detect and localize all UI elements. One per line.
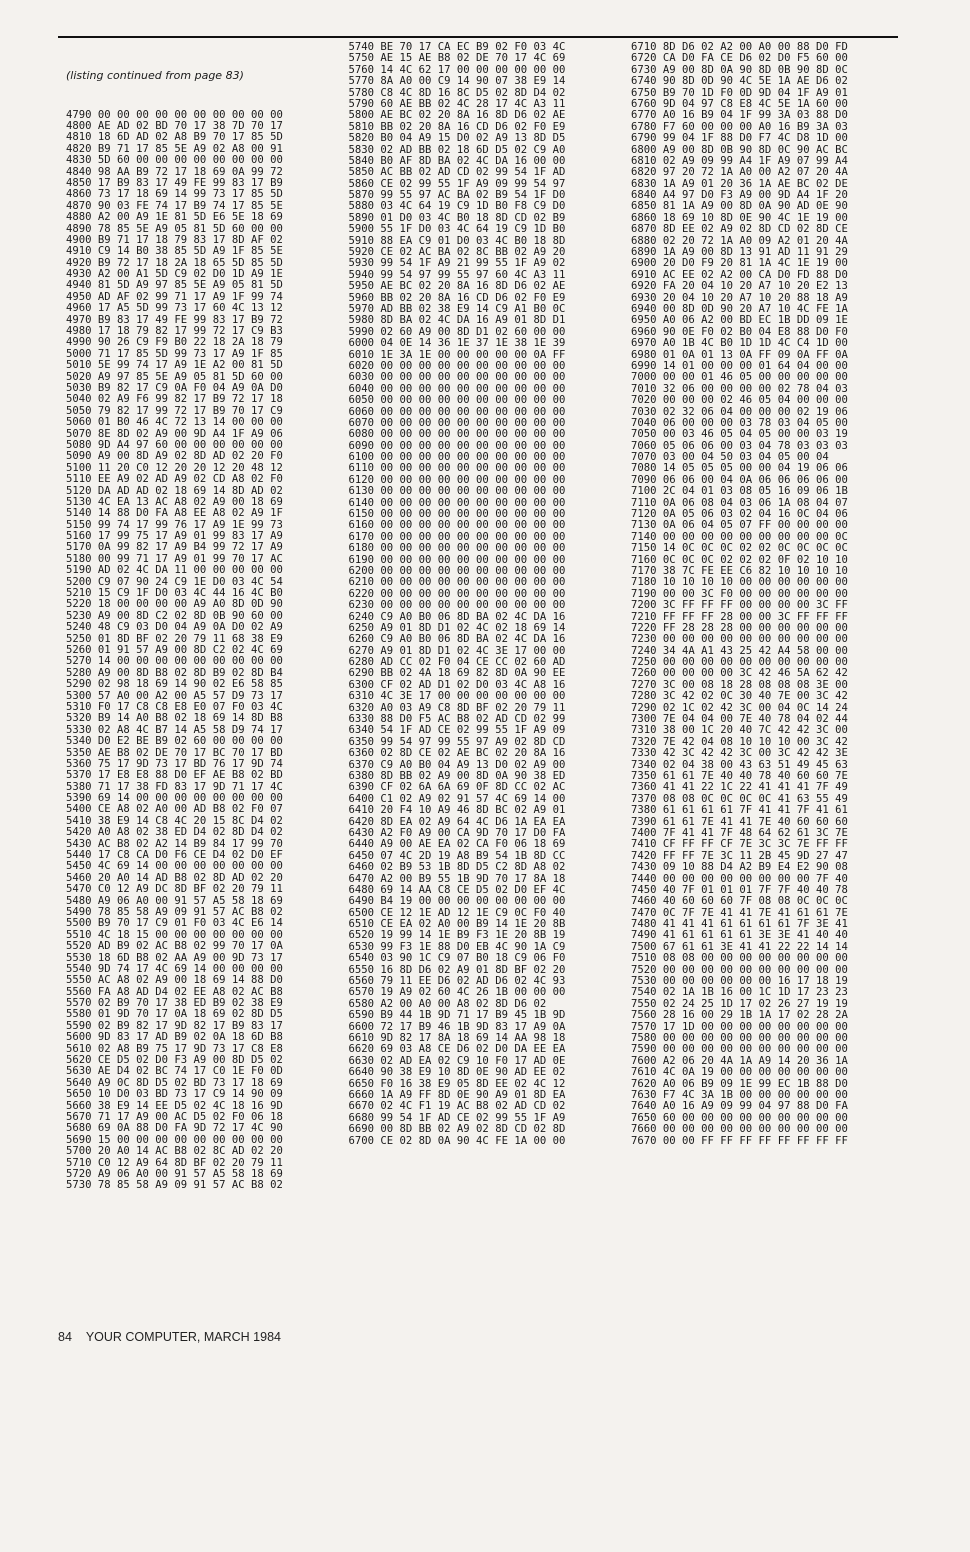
listing-line: 5660 38 E9 14 EE D5 02 4C 18 16 9D [66, 1099, 283, 1112]
listing-line: 6670 02 4C F1 19 AC B8 02 AD CD 02 [348, 1100, 566, 1113]
listing-line: 6620 69 03 A8 CE D6 02 D0 DA EE EA [348, 1043, 566, 1056]
listing-line: 5760 14 4C 62 17 00 00 00 00 00 00 [348, 63, 566, 76]
listing-line: 7000 00 00 01 46 05 00 00 00 00 00 [631, 371, 848, 384]
listing-line: 6140 00 00 00 00 00 00 00 00 00 00 [348, 496, 566, 509]
listing-line: 5670 71 17 A9 00 AC D5 02 F0 06 18 [66, 1111, 283, 1123]
listing-line: 6060 00 00 00 00 00 00 00 00 00 00 [348, 405, 566, 418]
listing-line: 5290 02 98 18 69 14 90 02 E6 58 85 [66, 678, 283, 691]
listing-line: 6810 02 A9 09 99 A4 1F A9 07 99 A4 [631, 154, 848, 167]
listing-line: 6790 99 04 1F 88 D0 F7 4C D8 1D 00 [631, 132, 848, 145]
listing-line: 5540 9D 74 17 4C 69 14 00 00 00 00 [66, 962, 283, 975]
listing-line: 5400 CE A8 02 A0 00 AD B8 02 F0 07 [66, 803, 283, 816]
listing-line: 7360 41 41 22 1C 22 41 41 41 7F 49 [631, 781, 848, 794]
listing-line: 6450 07 4C 2D 19 A8 B9 54 1B 8D CC [348, 849, 566, 862]
publication-name: YOUR COMPUTER, MARCH 1984 [85, 1330, 281, 1344]
listing-line: 7540 02 1A 1B 16 00 1C 1D 17 23 23 [631, 986, 848, 999]
listing-line: 7150 14 0C 0C 0C 02 02 0C 0C 0C 0C [631, 542, 848, 555]
listing-line: 5710 C0 12 A9 64 8D BF 02 20 79 11 [66, 1156, 283, 1169]
listing-line: 6070 00 00 00 00 00 00 00 00 00 00 [348, 416, 566, 429]
listing-line: 6280 AD CC 02 F0 04 CE CC 02 60 AD [348, 656, 566, 669]
listing-line: 6610 9D 82 17 8A 18 69 14 AA 98 18 [348, 1031, 566, 1044]
listing-line: 5590 02 B9 82 17 9D 82 17 B9 83 17 [66, 1019, 283, 1032]
listing-line: 6850 81 1A A9 00 8D 0A 90 AD 0E 90 [631, 200, 848, 213]
listing-line: 6200 00 00 00 00 00 00 00 00 00 00 [348, 564, 566, 577]
listing-line: 5900 55 1F D0 03 4C 64 19 C9 1D B0 [348, 223, 566, 236]
listing-line: 5990 02 60 A9 00 8D D1 02 60 00 00 [348, 325, 566, 338]
listing-line: 5260 01 91 57 A9 00 8D C2 02 4C 69 [66, 643, 283, 656]
listing-line: 7250 00 00 00 00 00 00 00 00 00 00 [631, 656, 848, 669]
listing-line: 5790 60 AE BB 02 4C 28 17 4C A3 11 [348, 97, 566, 110]
listing-line: 5070 8E 8D 02 A9 00 9D A4 1F A9 06 [66, 427, 283, 440]
listing-line: 5060 01 B0 46 4C 72 13 14 00 00 00 [66, 416, 283, 429]
listing-line: 7070 03 00 04 50 03 04 05 00 04 [631, 451, 829, 464]
listing-line: 5980 8D BA 02 4C DA 16 A9 01 8D D1 [348, 314, 566, 327]
listing-line: 5010 5E 99 74 17 A9 1E A2 00 81 5D [66, 359, 283, 372]
listing-line: 7590 00 00 00 00 00 00 00 00 00 00 [631, 1043, 848, 1056]
listing-line: 5750 AE 15 AE B8 02 DE 70 17 4C 69 [348, 52, 566, 65]
listing-line: 6750 B9 70 1D F0 0D 9D 04 1F A9 01 [631, 86, 848, 99]
listing-line: 6700 CE 02 8D 0A 90 4C FE 1A 00 00 [348, 1134, 566, 1147]
listing-line: 7170 38 7C FE EE C6 82 10 10 10 10 [631, 564, 848, 577]
listing-line: 5920 CE 02 AC BA 02 8C BB 02 A9 20 [348, 246, 566, 259]
listing-line: 6480 69 14 AA C8 CE D5 02 D0 EF 4C [348, 883, 566, 896]
listing-line: 7320 7E 42 04 08 10 10 10 00 3C 42 [631, 735, 848, 748]
listing-line: 4820 B9 71 17 85 5E A9 02 A8 00 91 [66, 142, 283, 155]
listing-line: 5250 01 8D BF 02 20 79 11 68 38 E9 [66, 632, 283, 645]
listing-line: 4880 A2 00 A9 1E 81 5D E6 5E 18 69 [66, 211, 283, 224]
listing-line: 7190 00 00 3C F0 00 00 00 00 00 00 [631, 587, 848, 600]
listing-line: 6950 A0 06 A2 00 BD EC 1B DD 09 1E [631, 314, 848, 327]
listing-line: 5520 AD B9 02 AC B8 02 99 70 17 0A [66, 940, 283, 953]
listing-line: 7640 A0 16 A9 09 99 04 97 88 D0 FA [631, 1100, 848, 1113]
listing-line: 6500 CE 12 1E AD 12 1E C9 0C F0 40 [348, 906, 566, 919]
listing-line: 5630 AE D4 02 BC 74 17 C0 1E F0 0D [66, 1065, 283, 1078]
listing-line: 5280 A9 00 8D B8 02 8D B9 02 8D B4 [66, 666, 283, 679]
listing-line: 6580 A2 00 A0 00 A8 02 8D D6 02 [348, 997, 547, 1010]
listing-line: 6170 00 00 00 00 00 00 00 00 00 00 [348, 530, 566, 543]
listing-column-2 [349, 42, 619, 1552]
listing-line: 6130 00 00 00 00 00 00 00 00 00 00 [348, 485, 566, 498]
listing-line: 6730 A9 00 8D 0A 90 8D 0B 90 8D 0C [631, 63, 848, 76]
listing-line: 6940 00 8D 0D 90 20 A7 10 4C FE 1A [631, 302, 848, 315]
listing-line: 4950 AD AF 02 99 71 17 A9 1F 99 74 [66, 290, 283, 303]
listing-line: 6300 CF 02 AD D1 02 D0 03 4C A8 16 [348, 678, 566, 691]
listing-line: 6860 18 69 10 8D 0E 90 4C 1E 19 00 [631, 211, 848, 224]
listing-line: 7440 00 00 00 00 00 00 00 00 7F 40 [631, 872, 848, 885]
listing-line: 5030 B9 82 17 C9 0A F0 04 A9 0A D0 [66, 382, 283, 394]
listing-line: 5800 AE BC 02 20 8A 16 8D D6 02 AE [348, 109, 566, 122]
listing-line: 7560 28 16 00 29 1B 1A 17 02 28 2A [631, 1009, 848, 1022]
listing-line: 6720 CA D0 FA CE D6 02 D0 F5 60 00 [631, 52, 848, 65]
listing-line: 7570 17 1D 00 00 00 00 00 00 00 00 [631, 1020, 848, 1033]
listing-line: 6270 A9 01 8D D1 02 4C 3E 17 00 00 [348, 644, 566, 657]
listing-line: 7200 3C FF FF FF 00 00 00 00 3C FF [631, 599, 848, 612]
listing-line: 6960 90 0E F0 02 B0 04 E8 88 D0 F0 [631, 325, 848, 338]
listing-line: 6820 97 20 72 1A A0 00 A2 07 20 4A [631, 166, 848, 179]
listing-line: 4900 B9 71 17 18 79 83 17 8D AF 02 [66, 233, 283, 246]
listing-line: 5420 A0 A8 02 38 ED D4 02 8D D4 02 [66, 826, 283, 839]
listing-line: 6080 00 00 00 00 00 00 00 00 00 00 [348, 428, 566, 441]
listing-line: 6160 00 00 00 00 00 00 00 00 00 00 [348, 519, 566, 532]
listing-line: 7510 08 08 00 00 00 00 00 00 00 00 [631, 952, 848, 965]
listing-line: 5120 DA AD AD 02 18 69 14 8D AD 02 [66, 484, 283, 497]
listing-line: 6520 19 99 14 1E B9 F3 1E 20 8B 19 [348, 929, 566, 942]
listing-line: 7030 02 32 06 04 00 00 00 02 19 06 [631, 405, 848, 418]
listing-line: 4930 A2 00 A1 5D C9 02 D0 1D A9 1E [66, 268, 283, 281]
listing-line: 5050 79 82 17 99 72 17 B9 70 17 C9 [66, 404, 283, 417]
listing-line: 4790 00 00 00 00 00 00 00 00 00 00 [66, 108, 283, 121]
listing-line: 5270 14 00 00 00 00 00 00 00 00 00 [66, 655, 283, 668]
listing-line: 7270 3C 00 08 18 28 08 08 08 3E 00 [631, 678, 848, 691]
listing-line: 5040 02 A9 F6 99 82 17 B9 72 17 18 [66, 393, 283, 406]
listing-line: 5190 AD 02 4C DA 11 00 00 00 00 00 [66, 564, 283, 577]
listing-line: 7530 00 00 00 00 00 00 16 17 18 19 [631, 975, 848, 988]
listing-line: 6190 00 00 00 00 00 00 00 00 00 00 [348, 553, 566, 566]
listing-line: 4990 90 26 C9 F9 B0 22 18 2A 18 79 [66, 336, 283, 349]
listing-line: 7500 67 61 61 3E 41 41 22 22 14 14 [631, 940, 848, 953]
listing-line: 7290 02 1C 02 42 3C 00 04 0C 14 24 [631, 701, 848, 714]
listing-line: 6910 AC EE 02 A2 00 CA D0 FD 88 D0 [631, 268, 848, 281]
listing-line: 5470 C0 12 A9 DC 8D BF 02 20 79 11 [66, 883, 283, 896]
listing-line: 7620 A0 06 B9 09 1E 99 EC 1B 88 D0 [631, 1077, 848, 1090]
listing-line: 6290 BB 02 4A 18 69 82 8D 0A 90 EE [348, 667, 566, 680]
listing-line: 6570 19 A9 02 60 4C 26 1B 00 00 00 [348, 986, 566, 999]
listing-line: 5690 15 00 00 00 00 00 00 00 00 00 [66, 1133, 283, 1146]
listing-column-3 [631, 42, 901, 1552]
listing-line: 6040 00 00 00 00 00 00 00 00 00 00 [348, 382, 566, 395]
listing-line: 5940 99 54 97 99 55 97 60 4C A3 11 [348, 268, 566, 281]
listing-line: 5680 69 0A 88 D0 FA 9D 72 17 4C 90 [66, 1122, 283, 1135]
listing-line: 5450 4C 69 14 00 00 00 00 00 00 00 [66, 860, 283, 873]
listing-line: 5350 AE B8 02 DE 70 17 BC 70 17 BD [66, 746, 283, 759]
listing-line: 7480 41 41 41 61 61 61 61 7F 3E 41 [631, 918, 848, 931]
listing-line: 5510 4C 18 15 00 00 00 00 00 00 00 [66, 928, 283, 941]
listing-line: 6310 4C 3E 17 00 00 00 00 00 00 00 [348, 690, 566, 703]
listing-line: 6930 20 04 10 20 A7 10 20 88 18 A9 [631, 291, 848, 304]
listing-line: 5130 4C EA 13 AC A8 02 A9 00 18 69 [66, 495, 283, 508]
listing-line: 6880 02 20 72 1A A0 09 A2 01 20 4A [631, 234, 848, 247]
listing-line: 5240 48 C9 03 D0 04 A9 0A D0 02 A9 [66, 621, 283, 634]
listing-line: 4890 78 85 5E A9 05 81 5D 60 00 00 [66, 222, 283, 235]
listing-line: 5890 01 D0 03 4C B0 18 8D CD 02 B9 [348, 211, 566, 224]
listing-line: 5550 AC A8 02 A9 00 18 69 14 88 D0 [66, 974, 283, 987]
listing-line: 6560 79 11 EE D6 02 AD D6 02 4C 93 [348, 975, 566, 988]
listing-line: 5180 00 99 71 17 A9 01 99 70 17 AC [66, 552, 283, 565]
listing-line: 7470 0C 7F 7E 41 41 7E 41 61 61 7E [631, 906, 848, 919]
listing-line: 5430 AC B8 02 A2 14 B9 84 17 99 70 [66, 837, 283, 850]
listing-line: 6390 CF 02 6A 6A 69 0F 8D CC 02 AC [348, 781, 566, 794]
listing-line: 4910 C9 14 B0 38 85 5D A9 1F 85 5E [66, 245, 283, 258]
listing-line: 7550 02 24 25 1D 17 02 26 27 19 19 [631, 997, 848, 1010]
listing-line: 5330 02 A8 4C B7 14 A5 58 D9 74 17 [66, 723, 283, 736]
listing-line: 7430 09 10 88 D4 A2 B9 E4 E2 90 08 [631, 861, 848, 874]
listing-line: 6640 90 38 E9 10 8D 0E 90 AD EE 02 [348, 1066, 566, 1079]
listing-line: 5480 A9 06 A0 00 91 57 A5 58 18 69 [66, 894, 283, 907]
listing-line: 7180 10 10 10 10 00 00 00 00 00 00 [631, 576, 848, 589]
listing-line: 5160 17 99 75 17 A9 01 99 83 17 A9 [66, 530, 283, 543]
listing-line: 5830 02 AD BB 02 18 6D D5 02 C9 A0 [348, 143, 566, 156]
listing-line: 7050 00 03 46 05 04 05 00 00 03 19 [631, 428, 848, 441]
listing-line: 7330 42 3C 42 42 3C 00 3C 42 42 3E [631, 747, 848, 760]
listing-line: 4830 5D 60 00 00 00 00 00 00 00 00 [66, 154, 283, 167]
listing-line: 6800 A9 00 8D 0B 90 8D 0C 90 AC BC [631, 143, 848, 156]
listing-line: 4840 98 AA B9 72 17 18 69 0A 99 72 [66, 165, 283, 178]
listing-line: 5000 71 17 85 5D 99 73 17 A9 1F 85 [66, 347, 283, 360]
listing-line: 7390 61 61 7E 41 41 7E 40 60 60 60 [631, 815, 848, 828]
listing-line: 4920 B9 72 17 18 2A 18 65 5D 85 5D [66, 256, 283, 269]
listing-line: 6250 A9 01 8D D1 02 4C 02 18 69 14 [348, 621, 566, 634]
listing-line: 6110 00 00 00 00 00 00 00 00 00 00 [348, 462, 566, 475]
listing-line: 5220 18 00 00 00 00 A9 A0 8D 0D 90 [66, 598, 283, 611]
listing-line: 5620 CE D5 02 D0 F3 A9 00 8D D5 02 [66, 1054, 283, 1067]
listing-line: 5560 FA A8 AD D4 02 EE A8 02 AC B8 [66, 985, 283, 998]
listing-line: 6090 00 00 00 00 00 00 00 00 00 00 [348, 439, 566, 452]
listing-line: 5320 B9 14 A0 B8 02 18 69 14 8D B8 [66, 712, 283, 725]
listing-line: 6220 00 00 00 00 00 00 00 00 00 00 [348, 587, 566, 600]
listing-line: 5650 10 D0 03 BD 73 17 C9 14 90 09 [66, 1088, 283, 1101]
page-footer [58, 1330, 281, 1344]
listing-line: 4870 90 03 FE 74 17 B9 74 17 85 5E [66, 199, 283, 212]
listing-line: 5640 A9 0C 8D D5 02 BD 73 17 18 69 [66, 1076, 283, 1089]
listing-line: 4810 18 6D AD 02 A8 B9 70 17 85 5D [66, 131, 283, 144]
listing-line: 6030 00 00 00 00 00 00 00 00 00 00 [348, 371, 566, 384]
listing-line: 7340 02 04 38 00 43 63 51 49 45 63 [631, 758, 848, 771]
listing-line: 5820 B0 04 A9 15 D0 02 A9 13 8D D5 [348, 132, 566, 145]
listing-line: 5020 A9 97 85 5E A9 05 81 5D 60 00 [66, 370, 283, 383]
page-number: 84 [58, 1330, 72, 1344]
listing-line: 5530 18 6D B8 02 AA A9 00 9D 73 17 [66, 951, 283, 964]
listing-line: 4860 73 17 18 69 14 99 73 17 85 5D [66, 188, 283, 201]
listing-line: 5440 17 C8 CA D0 F6 CE D4 02 D0 EF [66, 849, 283, 862]
listing-line: 7310 38 00 1C 20 40 7C 42 42 3C 00 [631, 724, 848, 737]
listing-line: 6770 A0 16 B9 04 1F 99 3A 03 88 D0 [631, 109, 848, 122]
top-rule [58, 36, 898, 38]
listing-line: 6540 03 90 1C C9 07 B0 18 C9 06 F0 [348, 952, 566, 965]
listing-line: 7490 41 61 61 61 61 3E 3E 41 40 40 [631, 929, 848, 942]
listing-line: 7280 3C 42 02 0C 30 40 7E 00 3C 42 [631, 690, 848, 703]
listing-line: 7110 0A 06 08 04 03 06 1A 08 04 07 [631, 496, 848, 509]
listing-line: 6010 1E 3A 1E 00 00 00 00 00 0A FF [348, 348, 566, 361]
listing-line: 7210 FF FF FF 28 00 00 3C FF FF FF [631, 610, 848, 623]
listing-line: 5600 9D 83 17 AD B9 02 0A 18 6D B8 [66, 1031, 283, 1044]
listing-line: 5150 99 74 17 99 76 17 A9 1E 99 73 [66, 518, 283, 531]
listing-line: 5410 38 E9 14 C8 4C 20 15 8C D4 02 [66, 814, 283, 827]
listing-column-1 [66, 42, 336, 1552]
listing-line: 5500 B9 70 17 C9 01 F0 03 4C E6 14 [66, 917, 283, 930]
listing-line: 6150 00 00 00 00 00 00 00 00 00 00 [348, 508, 566, 521]
listing-line: 5960 BB 02 20 8A 16 CD D6 02 F0 E9 [348, 291, 566, 304]
listing-line: 6340 54 1F AD CE 02 99 55 1F A9 09 [348, 724, 566, 737]
listing-line: 7120 0A 05 06 03 02 04 16 0C 04 06 [631, 508, 848, 521]
listing-line: 5850 AC BB 02 AD CD 02 99 54 1F AD [348, 166, 566, 179]
listing-line: 7520 00 00 00 00 00 00 00 00 00 00 [631, 963, 848, 976]
listing-line: 5950 AE BC 02 20 8A 16 8D D6 02 AE [348, 280, 566, 293]
listing-line: 7650 60 00 00 00 00 00 00 00 00 00 [631, 1111, 848, 1124]
listing-line: 5860 CE 02 99 55 1F A9 09 99 54 97 [348, 177, 566, 190]
listing-line: 7040 06 00 00 00 03 78 03 04 05 00 [631, 416, 848, 429]
continuation-note: (listing continued from page 83) [66, 68, 244, 82]
listing-line: 7020 00 00 00 02 46 05 04 00 00 00 [631, 394, 848, 407]
listing-line: 6660 1A A9 FF 8D 0E 90 A9 01 8D EA [348, 1088, 566, 1101]
listing-line: 6890 1A A9 00 8D 13 91 AD 11 91 29 [631, 246, 848, 259]
listing-line: 5200 C9 07 90 24 C9 1E D0 03 4C 54 [66, 575, 283, 588]
hex-listing [66, 42, 901, 1552]
listing-line: 6400 C1 02 A9 02 91 57 4C 69 14 00 [348, 792, 566, 805]
listing-line: 6470 A2 00 B9 55 1B 9D 70 17 8A 18 [348, 872, 566, 885]
listing-line: 6550 16 8D D6 02 A9 01 8D BF 02 20 [348, 963, 566, 976]
listing-line: 5930 99 54 1F A9 21 99 55 1F A9 02 [348, 257, 566, 270]
listing-line: 6380 8D BB 02 A9 00 8D 0A 90 38 ED [348, 770, 566, 782]
listing-line: 6780 F7 60 00 00 00 A0 16 B9 3A 03 [631, 120, 848, 133]
listing-line: 6740 90 8D 0D 90 4C 5E 1A AE D6 02 [631, 75, 848, 88]
listing-line: 7080 14 05 05 05 00 00 04 19 06 06 [631, 462, 848, 475]
listing-line: 7090 06 06 00 04 0A 06 06 06 06 00 [631, 473, 848, 486]
listing-line: 7140 00 00 00 00 00 00 00 00 00 0C [631, 530, 848, 543]
listing-line: 5570 02 B9 70 17 38 ED B9 02 38 E9 [66, 997, 283, 1010]
listing-line: 7230 00 00 00 00 00 00 00 00 00 00 [631, 633, 848, 646]
listing-line: 5310 F0 17 C8 C8 E8 E0 07 F0 03 4C [66, 700, 283, 713]
listing-line: 5740 BE 70 17 CA EC B9 02 F0 03 4C [348, 42, 566, 53]
listing-line: 6630 02 AD EA 02 C9 10 F0 17 AD 0E [348, 1054, 566, 1067]
listing-line: 6760 9D 04 97 C8 E8 4C 5E 1A 60 00 [631, 97, 848, 110]
listing-line: 5720 A9 06 A0 00 91 57 A5 58 18 69 [66, 1167, 283, 1180]
listing-line: 6970 A0 1B 4C B0 1D 1D 4C C4 1D 00 [631, 337, 848, 350]
listing-line: 7260 00 00 00 00 3C 42 46 5A 62 42 [631, 667, 848, 680]
listing-line: 5080 9D A4 97 60 00 00 00 00 00 00 [66, 438, 283, 451]
listing-line: 6840 A4 97 D0 F3 A9 00 9D A4 1F 20 [631, 189, 848, 202]
listing-line: 6350 99 54 97 99 55 97 A9 02 8D CD [348, 735, 566, 748]
listing-line: 5490 78 85 58 A9 09 91 57 AC B8 02 [66, 905, 283, 918]
listing-line: 5780 C8 4C 8D 16 8C D5 02 8D D4 02 [348, 86, 566, 99]
listing-line: 7670 00 00 FF FF FF FF FF FF FF FF [631, 1134, 848, 1147]
listing-line: 4940 81 5D A9 97 85 5E A9 05 81 5D [66, 279, 283, 292]
listing-line: 6600 72 17 B9 46 1B 9D 83 17 A9 0A [348, 1020, 566, 1033]
listing-line: 6460 02 B9 53 1B 8D D5 C2 8D A8 02 [348, 861, 566, 874]
listing-line: 6320 A0 03 A9 C8 8D BF 02 20 79 11 [348, 701, 566, 714]
listing-line: 6440 A9 00 AE EA 02 CA F0 06 18 69 [348, 838, 566, 851]
listing-line: 6330 88 D0 F5 AC B8 02 AD CD 02 99 [348, 713, 566, 726]
listing-line: 7610 4C 0A 19 00 00 00 00 00 00 00 [631, 1066, 848, 1079]
listing-line: 6410 20 F4 10 A9 46 8D BC 02 A9 01 [348, 804, 566, 817]
listing-line: 7460 40 60 60 60 7F 08 08 0C 0C 0C [631, 895, 848, 908]
listing-line: 6000 04 0E 14 36 1E 37 1E 38 1E 39 [348, 337, 566, 350]
listing-line: 6100 00 00 00 00 00 00 00 00 00 00 [348, 451, 566, 464]
listing-line: 5810 BB 02 20 8A 16 CD D6 02 F0 E9 [348, 120, 566, 133]
listing-line: 5300 57 A0 00 A2 00 A5 57 D9 73 17 [66, 689, 283, 702]
listing-line: 4980 17 18 79 82 17 99 72 17 C9 B3 [66, 325, 283, 338]
listing-line: 7660 00 00 00 00 00 00 00 00 00 00 [631, 1123, 848, 1136]
listing-line: 5880 03 4C 64 19 C9 1D B0 F8 C9 D0 [348, 200, 566, 213]
listing-line: 6420 8D EA 02 A9 64 4C D6 1A EA EA [348, 815, 566, 828]
listing-line: 6510 CE EA 02 A0 00 B9 14 1E 20 8B [348, 918, 566, 931]
listing-line: 7060 05 06 06 00 03 04 78 03 03 03 [631, 439, 848, 452]
listing-line: 5390 69 14 00 00 00 00 00 00 00 00 [66, 792, 283, 805]
listing-line: 5970 AD BB 02 38 E9 14 C9 A1 B0 0C [348, 302, 566, 315]
listing-line: 6360 02 8D CE 02 AE BC 02 20 8A 16 [348, 747, 566, 760]
listing-line: 4850 17 B9 83 17 49 FE 99 83 17 B9 [66, 176, 283, 189]
listing-line: 6430 A2 F0 A9 00 CA 9D 70 17 D0 FA [348, 826, 566, 839]
listing-line: 7370 08 08 0C 0C 0C 0C 41 63 55 49 [631, 792, 848, 805]
listing-line: 7100 2C 04 01 03 08 05 16 09 06 1B [631, 485, 848, 498]
listing-line: 7130 0A 06 04 05 07 FF 00 00 00 00 [631, 519, 848, 532]
listing-line: 7220 FF 28 28 28 00 00 00 00 00 00 [631, 621, 848, 634]
listing-line: 7450 40 7F 01 01 01 7F 7F 40 40 78 [631, 883, 848, 896]
listing-line: 6240 C9 A0 B0 06 8D BA 02 4C DA 16 [348, 610, 566, 623]
listing-line: 7300 7E 04 04 00 7E 40 78 04 02 44 [631, 713, 848, 726]
listing-line: 7240 34 4A A1 43 25 42 A4 58 00 00 [631, 644, 848, 657]
listing-line: 6260 C9 A0 B0 06 8D BA 02 4C DA 16 [348, 633, 566, 646]
listing-line: 6690 00 8D BB 02 A9 02 8D CD 02 8D [348, 1123, 566, 1136]
listing-line: 7380 61 61 61 61 7F 41 41 7F 41 61 [631, 804, 848, 817]
listing-line: 7420 FF FF 7E 3C 11 2B 45 9D 27 47 [631, 849, 848, 862]
listing-line: 5870 99 55 97 AC BA 02 B9 54 1F D0 [348, 189, 566, 202]
listing-line: 6920 FA 20 04 10 20 A7 10 20 E2 13 [631, 280, 848, 293]
listing-line: 7400 7F 41 41 7F 48 64 62 61 3C 7E [631, 826, 848, 839]
listing-line: 5360 75 17 9D 73 17 BD 76 17 9D 74 [66, 757, 283, 770]
listing-line: 5230 A9 00 8D C2 02 8D 0B 90 60 00 [66, 609, 283, 622]
listing-line: 5580 01 9D 70 17 0A 18 69 02 8D D5 [66, 1008, 283, 1021]
listing-line: 7160 0C 0C 0C 02 02 02 0F 02 10 10 [631, 553, 848, 566]
listing-line: 5100 11 20 C0 12 20 20 12 20 48 12 [66, 461, 283, 474]
listing-line: 5170 0A 99 82 17 A9 B4 99 72 17 A9 [66, 541, 283, 554]
listing-line: 5460 20 A0 14 AD B8 02 8D AD 02 20 [66, 871, 283, 884]
listing-line: 6210 00 00 00 00 00 00 00 00 00 00 [348, 576, 566, 589]
listing-line: 4800 AE AD 02 BD 70 17 38 7D 70 17 [66, 120, 283, 133]
listing-line: 5090 A9 00 8D A9 02 8D AD 02 20 F0 [66, 450, 283, 463]
listing-line: 6180 00 00 00 00 00 00 00 00 00 00 [348, 542, 566, 555]
listing-line: 6680 99 54 1F AD CE 02 99 55 1F A9 [348, 1111, 566, 1124]
listing-line: 5910 88 EA C9 01 D0 03 4C B0 18 8D [348, 234, 566, 247]
listing-line: 7010 32 06 00 00 00 00 02 78 04 03 [631, 382, 848, 395]
listing-line: 6990 14 01 00 00 00 01 64 04 00 00 [631, 359, 848, 372]
listing-line: 7630 F7 4C 3A 1B 00 00 00 00 00 00 [631, 1088, 848, 1101]
listing-line: 6900 20 D0 F9 20 81 1A 4C 1E 19 00 [631, 257, 848, 270]
listing-line: 4960 17 A5 5D 99 73 17 60 4C 13 12 [66, 302, 283, 315]
listing-line: 5730 78 85 58 A9 09 91 57 AC B8 02 [66, 1179, 283, 1192]
listing-line: 6020 00 00 00 00 00 00 00 00 00 00 [348, 359, 566, 372]
listing-line: 5770 8A A0 00 C9 14 90 07 38 E9 14 [348, 75, 566, 88]
listing-line: 7600 A2 06 20 4A 1A A9 14 20 36 1A [631, 1054, 848, 1067]
listing-line: 5610 02 A8 B9 75 17 9D 73 17 C8 E8 [66, 1042, 283, 1055]
listing-line: 5210 15 C9 1F D0 03 4C 44 16 4C B0 [66, 587, 283, 600]
listing-line: 5380 71 17 38 FD 83 17 9D 71 17 4C [66, 780, 283, 793]
listing-line: 6980 01 0A 01 13 0A FF 09 0A FF 0A [631, 348, 848, 361]
listing-line: 6490 B4 19 00 00 00 00 00 00 00 00 [348, 895, 566, 908]
listing-line: 4970 B9 83 17 49 FE 99 83 17 B9 72 [66, 313, 283, 326]
listing-line: 5700 20 A0 14 AC B8 02 8C AD 02 20 [66, 1145, 283, 1158]
listing-line: 5370 17 E8 E8 88 D0 EF AE B8 02 BD [66, 769, 283, 782]
listing-line: 6710 8D D6 02 A2 00 A0 00 88 D0 FD [631, 42, 848, 53]
listing-line: 6650 F0 16 38 E9 05 8D EE 02 4C 12 [348, 1077, 566, 1090]
listing-line: 6120 00 00 00 00 00 00 00 00 00 00 [348, 473, 566, 486]
listing-line: 5140 14 88 D0 FA A8 EE A8 02 A9 1F [66, 507, 283, 520]
listing-line: 6370 C9 A0 B0 04 A9 13 D0 02 A9 00 [348, 758, 566, 771]
listing-line: 6830 1A A9 01 20 36 1A AE BC 02 DE [631, 177, 848, 190]
listing-line: 6230 00 00 00 00 00 00 00 00 00 00 [348, 599, 566, 612]
listing-line: 7580 00 00 00 00 00 00 00 00 00 00 [631, 1031, 848, 1044]
listing-line: 7410 CF FF FF CF 7E 3C 3C 7E FF FF [631, 838, 848, 851]
listing-line: 6590 B9 44 1B 9D 71 17 B9 45 1B 9D [348, 1009, 566, 1022]
listing-line: 6530 99 F3 1E 88 D0 EB 4C 90 1A C9 [348, 940, 566, 953]
listing-line: 5110 EE A9 02 AD A9 02 CD A8 02 F0 [66, 473, 283, 486]
listing-line: 7350 61 61 7E 40 40 78 40 60 60 7E [631, 770, 848, 782]
listing-line: 5340 D0 E2 BE B9 02 60 00 00 00 00 [66, 735, 283, 748]
listing-line: 6870 8D EE 02 A9 02 8D CD 02 8D CE [631, 223, 848, 236]
listing-line: 5840 B0 AF 8D BA 02 4C DA 16 00 00 [348, 154, 566, 167]
listing-line: 6050 00 00 00 00 00 00 00 00 00 00 [348, 394, 566, 407]
